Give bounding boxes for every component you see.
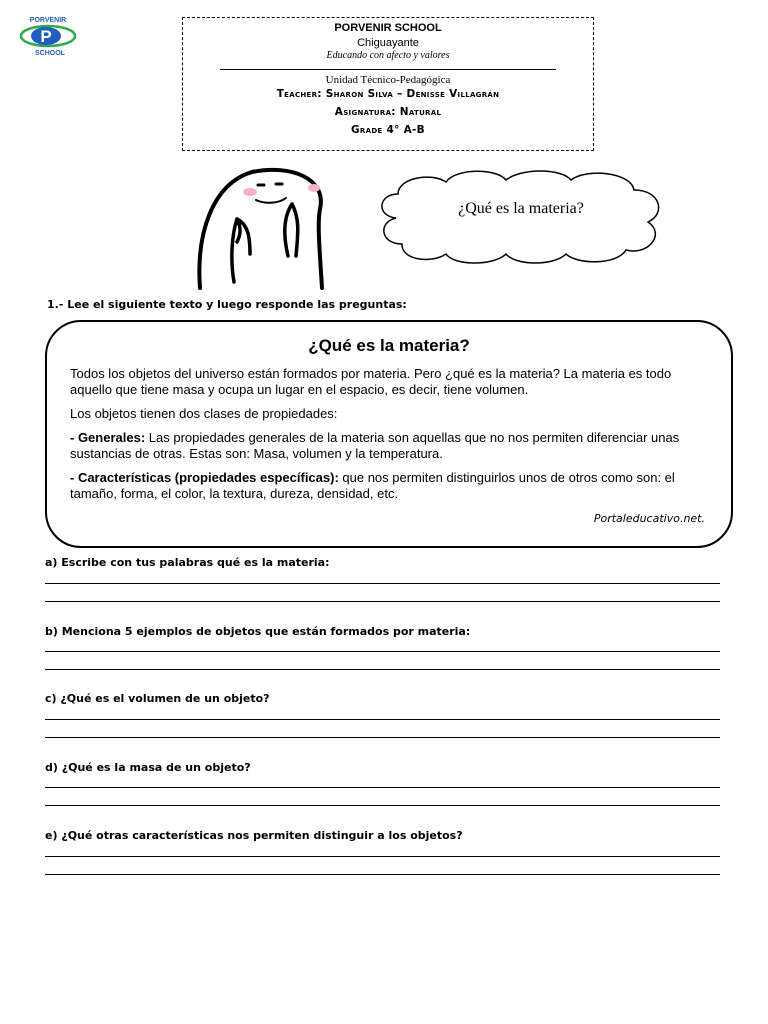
caracteristicas-text: que nos permiten distinguirlos unos de otros como son: el tamaño, forma, el color, la textura, dureza, densidad, etc. [70,470,675,501]
school-name: PORVENIR SCHOOL [334,22,442,34]
answer-line[interactable] [45,719,720,720]
reading-title: ¿Qué es la materia? [308,336,470,355]
answer-line[interactable] [45,737,720,738]
thought-bubble-text: ¿Qué es la materia? [458,200,584,217]
logo-letter: P [40,27,52,46]
reading-source: Portaleducativo.net. [593,512,705,525]
question-e: e) ¿Qué otras características nos permiten distinguir a los objetos? [45,829,463,842]
generales-label: - Generales: [70,430,146,445]
answer-line[interactable] [45,583,720,584]
answer-line[interactable] [45,787,720,788]
logo-top-text: PORVENIR [29,17,67,24]
reading-paragraph-2: Los objetos tienen dos clases de propiedades: [70,406,338,421]
school-motto: Educando con afecto y valores [326,50,450,61]
answer-line[interactable] [45,651,720,652]
reading-body [70,366,711,510]
question-c: c) ¿Qué es el volumen de un objeto? [45,692,270,705]
answer-line[interactable] [45,669,720,670]
school-city: Chiguayante [357,37,419,49]
caracteristicas-label: - Características (propiedades específicas): [70,470,339,485]
reading-paragraph-1: Todos los objetos del universo están formados por materia. Pero ¿qué es la materia? La materia es todo aquello que tiene masa y ocupa un lugar en el espacio, es decir, tiene volumen. [70,366,672,397]
answer-line[interactable] [45,874,720,875]
reading-caracteristicas [70,470,711,502]
reading-generales [70,430,711,462]
logo-bottom-text: SCHOOL [35,50,65,57]
unit-name: Unidad Técnico-Pedagógica [325,74,451,86]
header-box [182,17,594,151]
instruction: 1.- Lee el siguiente texto y luego responde las preguntas: [47,298,407,311]
header-divider [220,69,556,70]
generales-text: Las propiedades generales de la materia son aquellas que no nos permiten diferenciar unas sustancias de otras. Estas son: Masa, volumen y la temperatura. [70,430,680,461]
subject-line: Asignatura: Natural [334,106,442,118]
teacher-line: Teacher: Sharon Silva – Denisse Villagrán [276,88,500,100]
school-logo [16,14,80,58]
answer-line[interactable] [45,601,720,602]
thinking-character-illustration [192,164,342,292]
answer-line[interactable] [45,805,720,806]
question-d: d) ¿Qué es la masa de un objeto? [45,761,251,774]
grade-line: Grade 4° A-B [351,124,425,136]
question-b: b) Menciona 5 ejemplos de objetos que están formados por materia: [45,625,471,638]
thought-cloud [376,170,666,270]
question-a: a) Escribe con tus palabras qué es la materia: [45,556,330,569]
reading-box [45,320,733,548]
answer-line[interactable] [45,856,720,857]
